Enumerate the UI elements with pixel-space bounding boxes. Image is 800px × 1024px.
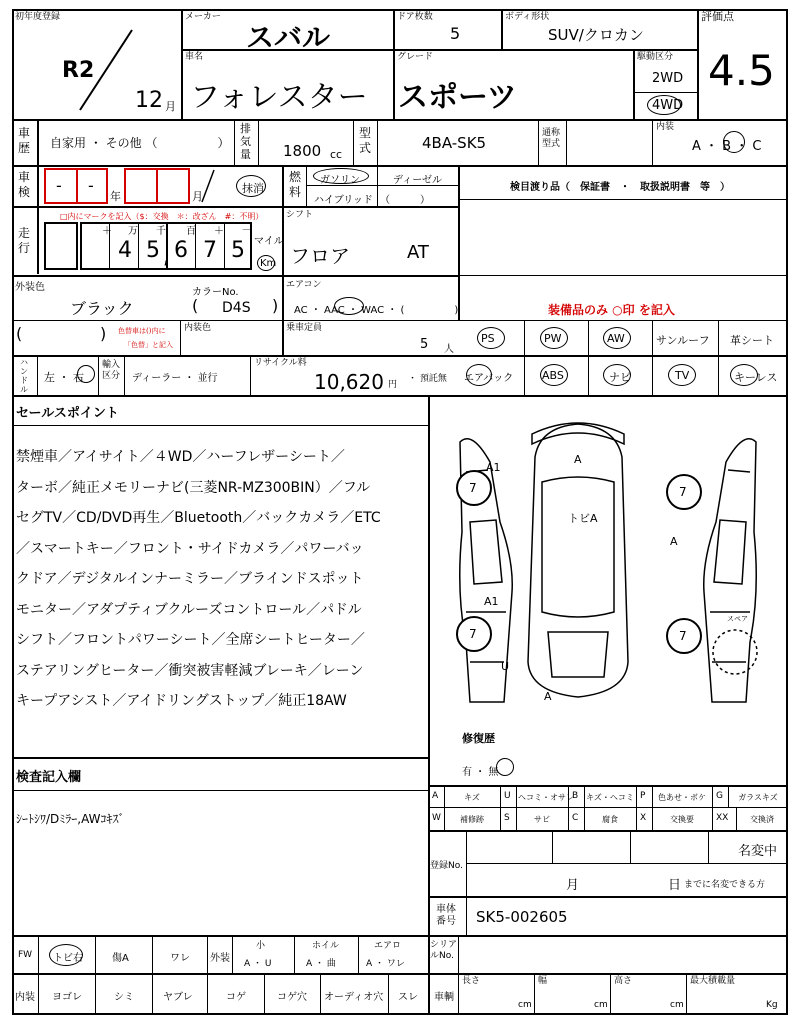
divider [232,935,233,973]
divider [282,275,284,355]
mileage-note: □内にマークを記入（$：交換 ＊：改ざん #：不明） [60,212,264,221]
equip-ps-circle [477,327,505,349]
divider [458,320,788,321]
divider [264,973,265,1015]
note-open-paren: ( [16,324,23,343]
insp-dash-1: - [56,176,62,195]
height-cm: cm [670,1000,684,1010]
divider [12,395,788,397]
fuel-gasoline-circle [313,168,369,184]
legend-divider [568,786,569,808]
length-cm: cm [518,1000,532,1010]
divider [428,830,788,832]
fuel-diesel: ディーゼル [393,175,442,186]
divider [428,896,788,898]
grade: スポーツ [398,80,517,115]
divider [630,830,631,863]
legend-desc: ガラスキズ [738,793,778,802]
legend-code: A [432,791,439,801]
sales-line: ターボ／純正メモリーナビ(三菱NR-MZ300BIN）／フル [16,479,371,496]
fw-item-1: トビ右 [53,953,83,964]
mileage-comma: , [163,244,170,268]
insp-slash [198,168,218,204]
reg-deadline: までに名変できる方 [684,880,766,890]
height-label: 高さ [614,976,633,986]
chassis-label: 車体番号 [436,904,456,927]
divider [12,119,788,121]
divider [12,973,788,975]
mark-front-bumper: A [544,690,552,703]
divider [610,973,611,1015]
divider [501,9,503,49]
divider [552,830,553,863]
vehicle-size-label: 車輌 [434,992,454,1003]
divider [388,973,389,1015]
digit-3: 6 [174,238,188,263]
divider [428,807,788,808]
equip-keyless: キーレス [734,371,778,384]
divider [633,49,635,119]
equip-keyless-circle [730,364,758,386]
legend-desc: 交換要 [670,815,694,824]
reg-month: 月 [566,878,580,893]
divider [12,355,788,357]
interior-label: 内装 [656,122,675,132]
legend-desc: 交換済 [750,815,774,824]
divider [207,935,208,1015]
divider [258,119,259,165]
equip-tv-circle [668,364,696,386]
note-close-paren: ) [100,324,107,343]
legend-divider [652,808,653,830]
fuel-hybrid: ハイブリッド [314,195,373,206]
shift: フロア [290,244,350,268]
km-circle [257,255,275,271]
divider [320,973,321,1015]
sales-line: ステアリングヒーター／衝突被害軽減ブレーキ／レーン [16,662,364,679]
legend-divider [584,808,585,830]
divider [534,973,535,1015]
divider [708,830,709,863]
capacity-unit: 人 [444,344,454,355]
divider [95,935,96,1015]
legend-divider [712,786,713,808]
divider [224,222,225,270]
digit-5: 5 [231,238,245,263]
sales-line: シフト／フロントパワーシート／全席シートヒーター／ [16,632,365,648]
legend-divider [444,786,445,808]
equip-leather: 革シート [730,334,774,347]
ext-sub-3-val: A ・ ワレ [366,959,405,969]
insp-none-circle [236,175,266,197]
registration-label: 登録No. [430,861,463,871]
chassis-number: SK5-002605 [476,908,568,926]
model: 4BA-SK5 [422,134,487,152]
color-note-1: 色替車は()内に [118,327,166,335]
ext-sub-3: エアロ [374,941,402,951]
divider [37,119,39,274]
drive-4wd: 4WD [652,98,684,113]
divider [686,973,687,1015]
mile-label: マイル [254,236,284,247]
divider [458,199,788,200]
ext-color-label: 外装色 [15,282,45,293]
history-value: 自家用 ・ その他 （ ） [50,136,230,150]
ac-label: エアコン [286,280,322,290]
digit-4: 7 [203,238,217,263]
serial-label: シリアルNo. [430,940,458,961]
ext-sub-2-val: A ・ 曲 [306,959,336,969]
fuel-label: 燃料 [289,170,302,199]
handle-label: ハンドル [20,358,28,394]
legend-code: B [572,791,579,801]
legend-divider [712,808,713,830]
int-item-2: シミ [114,992,134,1003]
legend-divider [636,786,637,808]
import-label: 輸入区分 [102,360,121,381]
divider [12,425,428,426]
inspection-label: 車検 [18,170,31,199]
int-item-1: ヨゴレ [52,992,82,1003]
legend-divider [516,808,517,830]
divider [124,355,125,395]
divider [466,863,788,864]
ext-sub-1: 小 [256,941,266,951]
aac-circle [334,297,364,315]
legend-code: W [432,813,441,823]
legend-code: G [716,791,723,801]
recycle-label: リサイクル料 [254,358,307,368]
reg-day: 日 [668,878,682,893]
legend-divider [500,808,501,830]
divider [282,165,284,275]
mark-left-front: A1 [486,461,501,474]
divider [428,785,788,787]
doors-label: ドア枚数 [397,12,433,22]
history-label: 車歴 [18,126,31,155]
interior-b-circle [723,131,745,153]
ext-sub-1-val: A ・ U [244,959,272,969]
legend-desc: 色あせ・ボケ [658,793,706,802]
recycle-fee: 10,620 [314,370,384,394]
color-note-2: 「色替」と記入 [124,341,173,349]
drive-2wd: 2WD [652,71,684,86]
unit-4: 百 [186,226,196,237]
equip-airbag-circle [466,364,492,386]
ac-options: AC ・ AAC ・ WAC ・ ( ) [294,305,459,316]
equip-ps: PS [481,332,495,345]
rating-label: 評価点 [701,10,734,23]
grade-label: グレード [397,52,434,62]
unit-5: ＋ [214,226,224,237]
legend-code: U [504,791,511,801]
docs-label: 検目渡り品（ 保証書 ・ 取扱説明書 等 ） [510,182,730,193]
equip-aw-circle [603,327,631,349]
yen-unit: 円 [388,380,398,390]
legend-divider [568,808,569,830]
unit-1: ＋ [102,226,112,237]
int-item-3: ヤブレ [163,992,193,1003]
divider [138,222,139,270]
repair-none-circle [496,758,514,776]
mark-hood: トビA [568,512,598,525]
capacity: 5 [420,337,429,352]
era: R2 [62,58,95,83]
divider [652,119,653,165]
legend-code: X [640,813,647,823]
legend-desc: キズ [464,793,480,802]
divider [458,165,460,321]
divider [377,119,378,165]
int-item-7: スレ [398,992,418,1003]
equip-navi: ナビ [609,371,631,384]
divider [12,206,458,208]
divider [181,9,183,119]
reg-month-unit: 月 [165,100,176,113]
legend-divider [444,808,445,830]
divider [12,320,458,321]
legend-desc: キズ・ヘコミ [586,793,634,802]
insp-box-3 [124,168,158,204]
divider [152,935,153,1015]
divider [12,790,428,791]
equip-airbag: エアバック [464,373,514,384]
insp-year: 年 [110,190,121,203]
equip-tv: TV [675,369,690,382]
divider [12,935,788,937]
divider [697,9,699,119]
legend-desc: 腐食 [602,815,618,824]
body-label: ボディ形状 [505,12,550,22]
legend-desc: 補修跡 [460,815,484,824]
legend-code: S [504,813,510,823]
divider [633,92,697,93]
tire-rl: 7 [469,627,477,641]
divider [524,320,525,395]
divider [358,935,359,973]
car-diagram [430,412,786,712]
handle-lr: 左 ・ 右 [44,371,84,384]
model-label: 型式 [359,126,372,155]
equip-title: 装備品のみ ○印 を記入 [548,303,675,317]
legend-code: P [640,791,646,801]
doors: 5 [450,24,461,43]
int-label: 内装 [15,992,35,1003]
ext-label: 外装 [210,953,230,964]
car-name: フォレスター [190,80,368,115]
equip-pw: PW [544,332,562,345]
divider [250,355,251,395]
name-label: 車名 [185,52,204,62]
divider [234,119,235,165]
import-options: ディーラー ・ 並行 [132,373,218,384]
unit-2: 万 [128,226,138,237]
divider [458,275,788,276]
inspection-note: ｼｰﾄｼﾜ/Dﾐﾗｰ,AWｺｷｽﾞ [16,812,125,826]
cc-unit: cc [330,148,343,161]
fw-label: FW [18,950,33,960]
sales-line: クドア／デジタルインナーミラー／ブラインドスポット [16,571,364,587]
inspection-title: 検査記入欄 [16,770,82,785]
colorno-close-paren: ) [272,296,279,315]
mark-right-door: A [670,535,678,548]
deposit-none: ・ 預託無 [408,374,447,384]
sales-line: モニター／アダプティブクルーズコントロール／パドル [16,601,362,618]
divider [588,320,589,395]
sales-line: 禁煙車／アイサイト／４WD／ハーフレザーシート／ [16,449,345,465]
km-label: Km [260,258,277,269]
sales-line: ／スマートキー／フロント・サイドカメラ／パワーバッ [16,540,364,557]
displacement-label: 排気量 [240,122,251,161]
fw-item-1-circle [49,944,83,966]
equip-sunroof: サンルーフ [656,334,710,347]
insp-month: 月 [192,190,203,203]
equip-navi-circle [603,364,631,386]
colorno: D4S [222,300,251,316]
rating: 4.5 [708,46,775,95]
divider [353,119,354,165]
sales-line: キープアシスト／アイドリングストップ／純正18AW [16,693,347,709]
insp-dash-2: - [88,176,94,195]
divider [393,9,395,119]
first-reg-label: 初年度登録 [15,12,61,22]
mark-roof: A [574,453,582,466]
width-cm: cm [594,1000,608,1010]
tire-rr: 7 [679,629,687,643]
repair-label: 修復歴 [462,732,495,745]
sales-points [16,442,428,717]
weight-kg: Kg [766,1000,778,1010]
legend-desc: ヘコミ・オサレ [518,793,574,802]
length-label: 長さ [462,976,481,986]
insp-none: 抹消 [242,182,264,195]
drive-label: 駆動区分 [637,52,674,62]
divider [538,119,539,165]
divider [718,320,719,395]
divider [98,355,99,395]
handle-right-circle [77,365,95,383]
divider [12,757,428,759]
shift-type: AT [407,242,429,263]
ext-color: ブラック [70,299,134,318]
repair-value: 有 ・ 無 [462,767,499,778]
divider [37,355,38,395]
fw-item-2: 傷A [112,953,129,964]
equip-aw: AW [607,332,625,345]
divider [377,165,378,206]
mileage-mark-box [44,222,78,270]
displacement: 1800 [283,142,322,160]
name-change: 名変中 [738,844,778,859]
insp-box-4 [156,168,190,204]
mark-left-rear: A1 [484,595,499,608]
legend-divider [736,808,737,830]
fuel-gasoline: ガソリン [320,175,360,186]
maker: スバル [246,21,331,54]
int-item-4: コゲ [226,992,246,1003]
legend-divider [584,786,585,808]
legend-code: C [572,813,579,823]
int-color-label: 内装色 [184,323,212,333]
capacity-label: 乗車定員 [286,323,323,333]
legend-desc: サビ [534,815,550,824]
divider [652,320,653,395]
reg-month: 12 [135,88,163,113]
divider [466,896,467,935]
divider [12,165,788,167]
sales-title: セールスポイント [16,406,119,421]
fuel-paren: （ ） [380,195,430,206]
shift-label: シフト [286,210,314,220]
divider [180,320,181,355]
interior-grade: A ・ B ・ C [692,139,762,154]
sales-line: セグTV／CD/DVD再生／Bluetooth／バックカメラ／ETC [16,510,381,526]
divider [38,935,39,1015]
mileage-label: 走行 [18,226,31,255]
mark-left-bumper: U [501,660,510,673]
legend-code: XX [716,813,729,823]
digit-1: 4 [118,238,132,263]
equip-abs-circle [540,364,568,386]
digit-2: 5 [146,238,160,263]
equip-pw-circle [540,327,568,349]
tire-fr: 7 [679,485,687,499]
common-model-label: 通称型式 [542,128,561,149]
int-item-5: コゲ穴 [277,992,307,1003]
colorno-label: カラーNo. [192,287,239,298]
divider [294,935,295,973]
unit-6: 一 [242,226,252,237]
equip-abs: ABS [542,369,564,382]
int-item-6: オーディオ穴 [324,992,384,1003]
colorno-open-paren: ( [192,296,199,315]
body-type: SUV/クロカン [548,26,644,44]
fw-item-3: ワレ [170,953,190,964]
legend-divider [636,808,637,830]
width-label: 幅 [538,976,548,986]
legend-divider [728,786,729,808]
weight-label: 最大積載量 [690,976,736,986]
divider [12,275,458,277]
legend-divider [516,786,517,808]
divider [566,119,567,165]
drive-4wd-circle [647,95,684,115]
unit-3: 千 [156,226,166,237]
tire-fl: 7 [469,481,477,495]
legend-divider [652,786,653,808]
legend-divider [500,786,501,808]
ext-sub-2: ホイル [312,941,340,951]
maker-label: メーカー [185,12,221,22]
spare-label: スペア [727,615,748,623]
